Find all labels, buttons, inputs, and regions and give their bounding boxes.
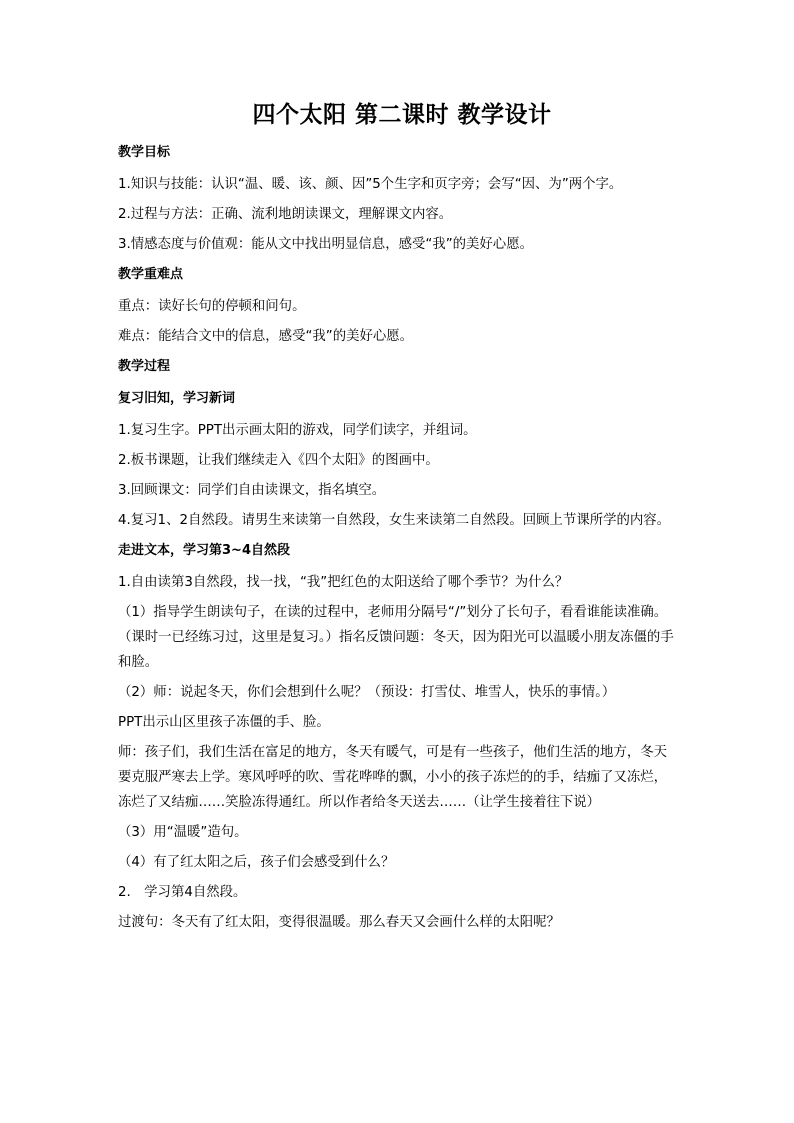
- text-item-2: 2. 学习第4自然段。: [118, 885, 247, 900]
- text-study-heading: 走进文本，学习第3~4自然段: [118, 543, 290, 558]
- transition-sentence: 过渡句：冬天有了红太阳，变得很温暖。那么春天又会画什么样的太阳呢？: [118, 915, 560, 930]
- key-difficult-heading: 教学重难点: [118, 267, 184, 282]
- text-item-1-sub-4: （4）有了红太阳之后，孩子们会感受到什么？: [118, 855, 395, 870]
- goal-process-method: 2.过程与方法：正确、流利地朗读课文，理解课文内容。: [118, 207, 453, 222]
- review-item-2: 2.板书课题，让我们继续走入《四个太阳》的图画中。: [118, 453, 439, 468]
- difficult-point: 难点：能结合文中的信息，感受“我”的美好心愿。: [118, 329, 414, 344]
- text-item-1-teacher: 师：孩子们，我们生活在富足的地方，冬天有暖气，可是有一些孩子，他们生活的地方，冬天要克服严寒去上学。寒风呼呼的吹、雪花哗哗的飘，小小的孩子冻烂的的手，结痂了又冻烂，冻烂了又结痂……笑脸冻得通红。所以作者给冬天送去……（让学生接着往下说）: [118, 745, 668, 810]
- key-point: 重点：读好长句的停顿和问句。: [118, 299, 306, 314]
- process-heading: 教学过程: [118, 359, 171, 374]
- text-item-1-sub-2: （2）师：说起冬天，你们会想到什么呢？（预设：打雪仗、堆雪人，快乐的事情。）: [118, 685, 616, 700]
- goal-attitude-values: 3.情感态度与价值观：能从文中找出明显信息，感受“我”的美好心愿。: [118, 237, 533, 252]
- review-item-1: 1.复习生字。PPT出示画太阳的游戏，同学们读字，并组词。: [118, 423, 477, 438]
- document-page: [118, 100, 680, 944]
- text-item-1: 1.自由读第3自然段，找一找，“我”把红色的太阳送给了哪个季节？为什么？: [118, 575, 569, 590]
- goal-knowledge-skill: 1.知识与技能：认识“温、暖、该、颜、因”5个生字和页字旁；会写“因、为”两个字。: [118, 177, 623, 192]
- review-item-4: 4.复习1、2自然段。请男生来读第一自然段，女生来读第二自然段。回顾上节课所学的内容。: [118, 513, 671, 528]
- document-title: 四个太阳 第二课时 教学设计: [252, 102, 552, 128]
- text-item-1-sub-1: （1）指导学生朗读句子，在读的过程中，老师用分隔号“/”划分了长句子，看看谁能读准确。（课时一已经练习过，这里是复习。）指名反馈问题：冬天，因为阳光可以温暖小朋友冻僵的手和脸。: [118, 605, 674, 670]
- text-item-1-sub-3: （3）用“温暖”造句。: [118, 825, 248, 840]
- review-item-3: 3.回顾课文：同学们自由读课文，指名填空。: [118, 483, 386, 498]
- goals-heading: 教学目标: [118, 145, 171, 160]
- review-heading: 复习旧知，学习新词: [118, 391, 236, 406]
- text-item-1-ppt: PPT出示山区里孩子冻僵的手、脸。: [118, 715, 330, 730]
